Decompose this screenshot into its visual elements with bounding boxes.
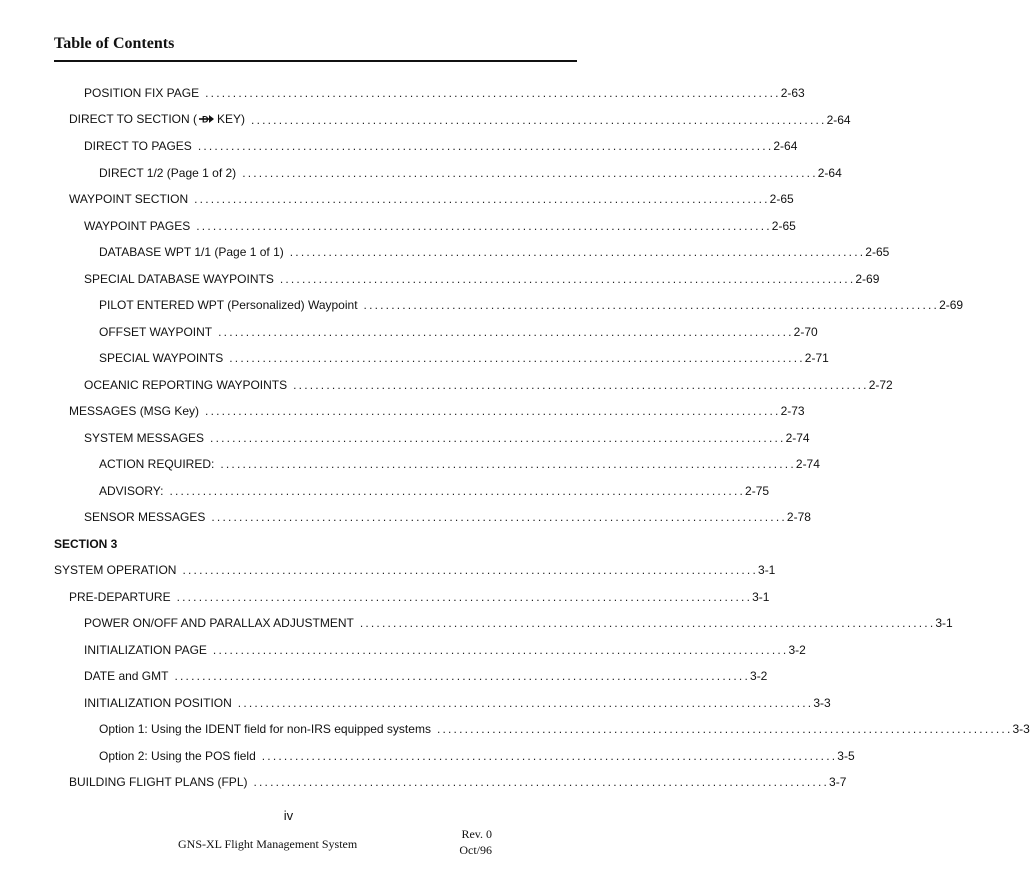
toc-entry[interactable] [0,319,818,346]
toc-entry-label: Option 1: Using the IDENT field for non-IRS equipped systems [99,722,431,736]
dot-leader: ........................................................................................................ [253,775,830,789]
toc-entry-page: 3-5 [837,748,855,763]
dot-leader: ........................................................................................................ [196,218,772,233]
toc-entry-label: POSITION FIX PAGE [84,86,200,100]
toc-entry-label: ACTION REQUIRED: [99,457,215,471]
dot-leader: ........................................................................................................ [212,642,789,657]
toc-entry-page: 2-64 [773,139,798,153]
toc-entry-label: INITIALIZATION PAGE [84,642,207,657]
toc-entry[interactable] [0,743,855,770]
toc-entry-label: INITIALIZATION POSITION [84,695,232,710]
dot-leader: ........................................................................................................ [436,722,1013,736]
dot-leader: ........................................................................................................ [176,589,753,604]
toc-entry-page: 2-75 [745,483,770,498]
dot-leader: ........................................................................................................ [205,404,781,418]
toc-entry-label: OCEANIC REPORTING WAYPOINTS [84,377,288,392]
toc-entry-page: 2-78 [786,510,811,524]
revision-block [459,826,492,858]
toc-entry[interactable] [0,504,811,531]
dot-leader: ........................................................................................................ [211,510,787,524]
toc-entry-page: 3-2 [750,669,768,683]
dot-leader: ........................................................................................................ [363,298,940,312]
toc-entry-label: OFFSET WAYPOINT [99,324,213,339]
section-heading [0,531,577,558]
toc-entry-page: 3-3 [813,695,831,710]
revision: Rev. 0 [461,827,492,841]
toc-entry-page: 2-74 [795,457,820,471]
toc-entry-label: PRE-DEPARTURE [69,589,171,604]
dot-leader: ........................................................................................................ [279,271,856,286]
dot-leader: ........................................................................................................ [210,430,786,445]
dot-leader: ........................................................................................................ [359,616,936,630]
dot-leader: ........................................................................................................ [237,695,814,710]
toc-entry[interactable] [0,186,794,213]
toc-entry-page: 2-72 [868,377,893,392]
toc-entry-page: 3-1 [758,563,776,577]
toc-entry-label: POWER ON/OFF AND PARALLAX ADJUSTMENT [84,616,354,630]
toc-entry[interactable] [0,584,770,611]
dot-leader: ........................................................................................................ [218,324,794,339]
dot-leader: ........................................................................................................ [229,351,805,365]
manual-title: GNS-XL Flight Management System [178,837,358,851]
toc-entry-page: 2-69 [855,271,880,286]
toc-entry[interactable] [0,213,796,240]
toc-entry-page: 2-69 [939,298,964,312]
toc-entry[interactable] [0,266,880,293]
dot-leader: ........................................................................................................ [169,483,746,498]
toc-entry[interactable] [0,610,953,637]
toc-entry-label: DATABASE WPT 1/1 (Page 1 of 1) [99,245,284,259]
toc-entry-page: 3-7 [829,775,847,789]
dot-leader: ........................................................................................................ [205,86,781,100]
toc-entry-page: 2-74 [785,430,810,445]
toc-entry-page: 2-65 [865,245,890,259]
toc-entry-label: BUILDING FLIGHT PLANS (FPL) [69,775,248,789]
toc-entry[interactable] [0,769,847,796]
dot-leader: ........................................................................................................ [174,669,751,683]
dot-leader: ........................................................................................................ [261,748,838,763]
toc-entry[interactable] [0,398,805,425]
toc-entry-label: SYSTEM OPERATION [54,563,177,577]
toc-entry[interactable] [0,663,768,690]
dot-leader: ........................................................................................................ [251,112,827,127]
toc-entry-page: 2-65 [771,218,796,233]
toc-entry[interactable] [0,160,842,187]
toc-entry-label: PILOT ENTERED WPT (Personalized) Waypoint [99,298,358,312]
toc-entry[interactable] [0,239,890,266]
toc-entry-label-start: DIRECT TO SECTION ( [69,112,198,127]
toc-entry[interactable] [0,637,806,664]
toc-entry-page: 2-70 [793,324,818,339]
table-of-contents [0,80,1030,796]
toc-entry[interactable] [0,292,964,319]
page-title: Table of Contents [54,35,175,52]
toc-entry[interactable] [0,133,798,160]
toc-entry-page: 3-2 [788,642,806,657]
toc-entry-label: DIRECT 1/2 (Page 1 of 2) [99,165,237,180]
dot-leader: ........................................................................................................ [197,139,774,153]
dot-leader: ........................................................................................................ [242,165,818,180]
toc-entry-page: 2-63 [780,86,805,100]
toc-entry[interactable] [0,425,810,452]
toc-entry-label: DATE and GMT [84,669,169,683]
direct-to-icon [199,107,215,134]
page-number: iv [283,808,294,823]
dot-leader: ........................................................................................................ [293,377,869,392]
toc-entry-page: 3-1 [752,589,770,604]
toc-entry-label: MESSAGES (MSG Key) [69,404,200,418]
toc-entry-label: SPECIAL DATABASE WAYPOINTS [84,271,274,286]
toc-entry[interactable] [0,451,820,478]
toc-entry[interactable] [0,478,770,505]
toc-entry-label: SYSTEM MESSAGES [84,430,205,445]
toc-entry-label [69,106,251,133]
toc-entry[interactable] [0,716,1030,743]
toc-entry-label: SENSOR MESSAGES [84,510,206,524]
toc-entry-page: 2-64 [817,165,842,180]
toc-entry[interactable] [0,557,776,584]
toc-entry-page: 3-3 [1012,722,1030,736]
toc-entry-page: 2-73 [780,404,805,418]
toc-entry-page: 3-1 [935,616,953,630]
dot-leader: ........................................................................................................ [194,192,770,206]
toc-entry-label: SPECIAL WAYPOINTS [99,351,224,365]
toc-entry-page: 2-65 [769,192,794,206]
toc-entry-page: 2-64 [826,112,851,127]
dot-leader: ........................................................................................................ [220,457,796,471]
dot-leader: ........................................................................................................ [182,563,759,577]
toc-entry[interactable] [0,107,851,134]
toc-entry-label: WAYPOINT PAGES [84,218,191,233]
section-heading-label: SECTION 3 [54,536,118,551]
toc-entry-label: DIRECT TO PAGES [84,139,192,153]
toc-entry-label: ADVISORY: [99,483,164,498]
dot-leader: ........................................................................................................ [289,245,866,259]
toc-entry-label-end: KEY) [217,112,246,127]
toc-entry-label: Option 2: Using the POS field [99,748,256,763]
toc-entry-page: 2-71 [804,351,829,365]
toc-entry-label: WAYPOINT SECTION [69,192,189,206]
revision-date: Oct/96 [459,843,492,857]
toc-entry[interactable] [0,80,805,107]
title-rule [54,60,577,62]
toc-entry[interactable] [0,345,829,372]
toc-entry[interactable] [0,372,893,399]
toc-entry[interactable] [0,690,831,717]
svg-text:D: D [202,114,209,125]
